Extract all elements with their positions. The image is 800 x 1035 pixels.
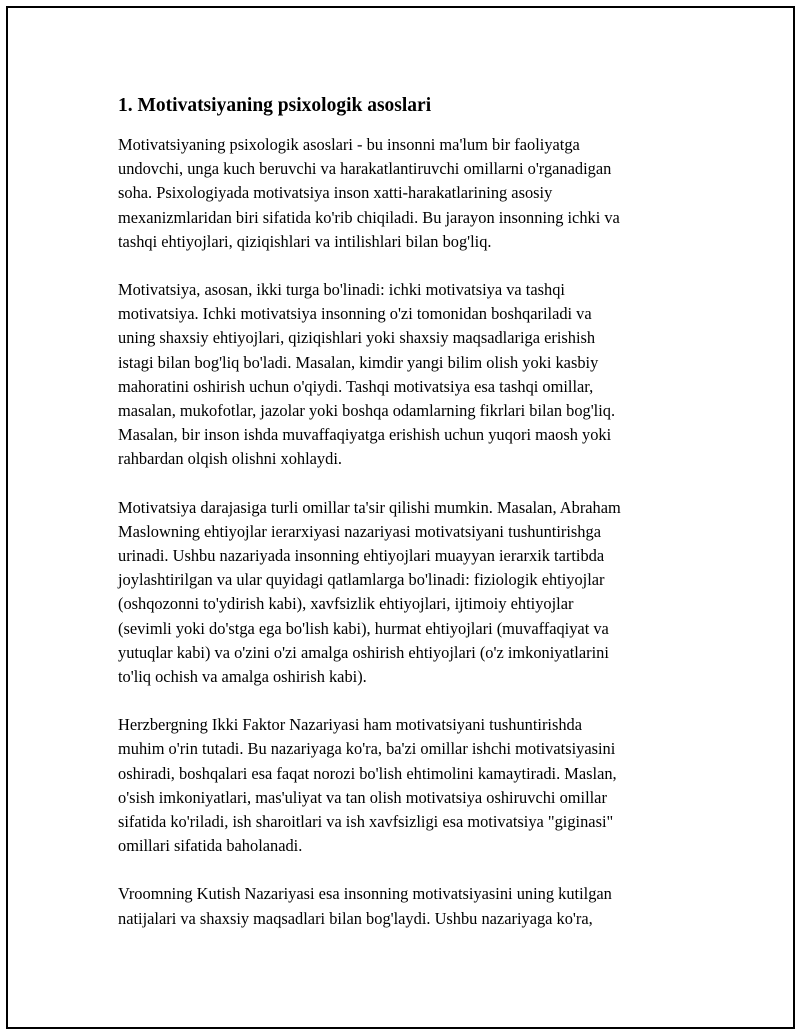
- text-line: Vroomning Kutish Nazariyasi esa insonning motivatsiyasini uning kutilgan: [118, 884, 612, 904]
- text-line: omillari sifatida baholanadi.: [118, 836, 303, 856]
- text-line: Maslowning ehtiyojlar ierarxiyasi nazariyasi motivatsiyani tushuntirishga: [118, 521, 601, 541]
- text-line: yutuqlar kabi) va o'zini o'zi amalga oshirish ehtiyojlari (o'z imkoniyatlarini: [118, 642, 609, 662]
- text-line: sifatida ko'riladi, ish sharoitlari va ish xavfsizligi esa motivatsiya "giginasi": [118, 812, 614, 832]
- text-line: Masalan, bir inson ishda muvaffaqiyatga erishish uchun yuqori maosh yoki: [118, 425, 612, 445]
- text-line: istagi bilan bog'liq bo'ladi. Masalan, kimdir yangi bilim olish yoki kasbiy: [118, 352, 599, 372]
- text-line: muhim o'rin tutadi. Bu nazariyaga ko'ra, ba'zi omillar ishchi motivatsiyasini: [118, 739, 616, 759]
- text-line: o'sish imkoniyatlari, mas'uliyat va tan olish motivatsiya oshiruvchi omillar: [118, 787, 607, 807]
- paragraph-3: [118, 496, 686, 690]
- text-line: Motivatsiya darajasiga turli omillar ta'sir qilishi mumkin. Masalan, Abraham: [118, 497, 621, 517]
- text-line: mahoratini oshirish uchun o'qiydi. Tashqi motivatsiya esa tashqi omillar,: [118, 376, 594, 396]
- text-line: Motivatsiya, asosan, ikki turga bo'linadi: ichki motivatsiya va tashqi: [118, 280, 565, 300]
- paragraph-2: [118, 278, 686, 472]
- text-line: tashqi ehtiyojlari, qiziqishlari va intilishlari bilan bog'liq.: [118, 231, 492, 251]
- paragraph-5: [118, 882, 686, 930]
- text-line: uning shaxsiy ehtiyojlari, qiziqishlari yoki shaxsiy maqsadlariga erishish: [118, 328, 596, 348]
- text-line: undovchi, unga kuch beruvchi va harakatlantiruvchi omillarni o'rganadigan: [118, 159, 612, 179]
- text-line: natijalari va shaxsiy maqsadlari bilan bog'laydi. Ushbu nazariyaga ko'ra,: [118, 908, 593, 928]
- document-body: [118, 94, 686, 955]
- text-line: Motivatsiyaning psixologik asoslari - bu insonni ma'lum bir faoliyatga: [118, 135, 580, 154]
- paragraph-1: [118, 133, 686, 254]
- text-line: (sevimli yoki do'stga ega bo'lish kabi), hurmat ehtiyojlari (muvaffaqiyat va: [118, 618, 609, 638]
- text-line: motivatsiya. Ichki motivatsiya insonning o'zi tomonidan boshqariladi va: [118, 304, 592, 324]
- text-line: urinadi. Ushbu nazariyada insonning ehtiyojlari muayyan ierarxik tartibda: [118, 546, 605, 566]
- paragraph-4: [118, 713, 686, 858]
- text-line: joylashtirilgan va ular quyidagi qatlamlarga bo'linadi: fiziologik ehtiyojlar: [118, 570, 605, 590]
- text-line: rahbardan olqish olishni xohlaydi.: [118, 449, 342, 469]
- text-line: Herzbergning Ikki Faktor Nazariyasi ham motivatsiyani tushuntirishda: [118, 715, 582, 735]
- text-line: soha. Psixologiyada motivatsiya inson xatti-harakatlarining asosiy: [118, 183, 553, 203]
- text-line: masalan, mukofotlar, jazolar yoki boshqa odamlarning fikrlari bilan bog'liq.: [118, 401, 616, 421]
- text-line: oshiradi, boshqalari esa faqat norozi bo'lish ehtimolini kamaytiradi. Maslan,: [118, 763, 617, 783]
- section-heading: 1. Motivatsiyaning psixologik asoslari: [118, 95, 432, 116]
- text-line: mexanizmlaridan biri sifatida ko'rib chiqiladi. Bu jarayon insonning ichki va: [118, 207, 620, 227]
- text-line: (oshqozonni to'ydirish kabi), xavfsizlik ehtiyojlari, ijtimoiy ehtiyojlar: [118, 594, 574, 614]
- text-line: to'liq ochish va amalga oshirish kabi).: [118, 667, 367, 687]
